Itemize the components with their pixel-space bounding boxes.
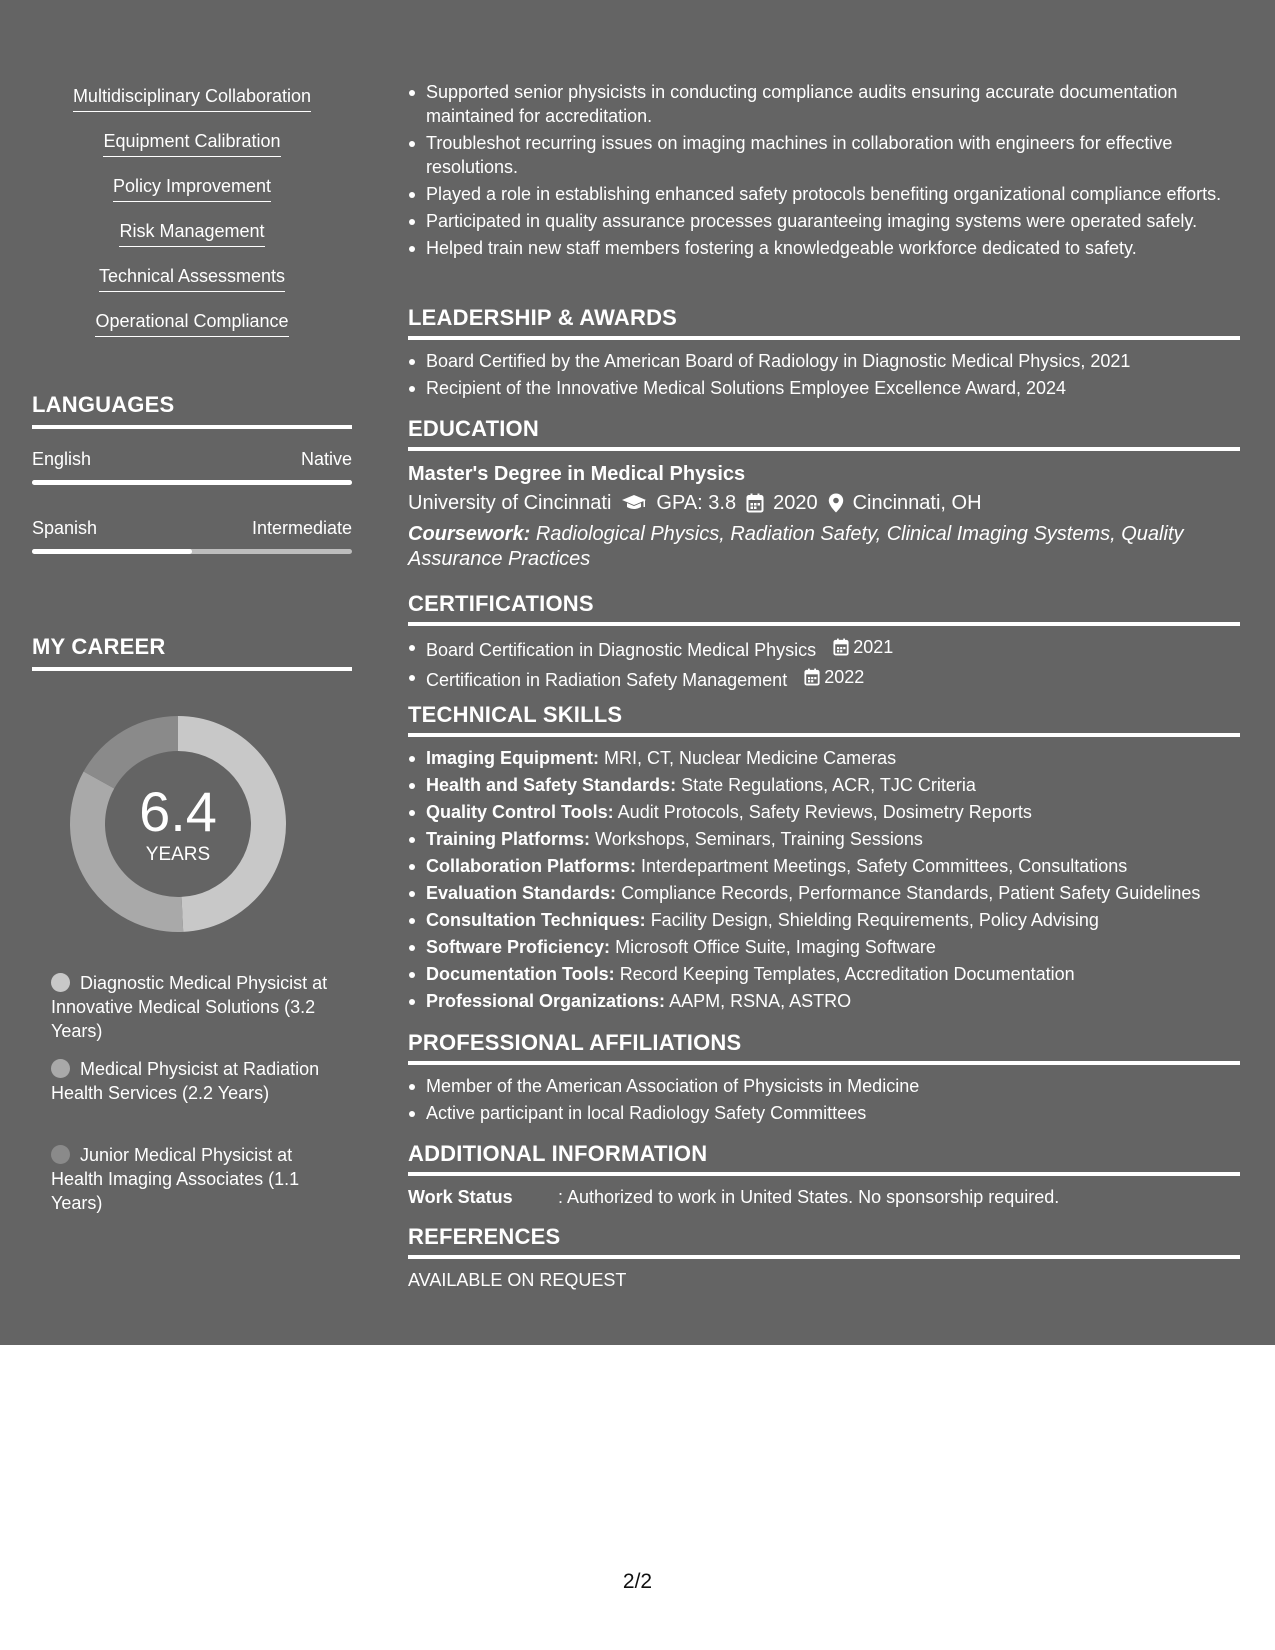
references-text: AVAILABLE ON REQUEST [408,1270,627,1290]
certification-name: Certification in Radiation Safety Management [426,670,788,690]
page-number: 2/2 [622,1570,653,1593]
education-details [408,488,1240,518]
language-name: English [32,449,92,469]
languages-heading: LANGUAGES [32,392,352,429]
school-name: University of Cincinnati [408,492,612,514]
language-proficiency-fill [32,549,192,554]
list-item: Documentation Tools: Record Keeping Templates, Accreditation Documentation [426,962,1240,986]
work-status-label: Work Status [408,1187,513,1207]
graduation-cap-icon [621,494,647,512]
list-item: Health and Safety Standards: State Regulations, ACR, TJC Criteria [426,773,1240,797]
language-level: Native [300,449,352,469]
legend-dot [51,973,70,992]
section-heading: EDUCATION [408,416,1240,451]
language-proficiency-fill [32,480,352,485]
graduation-year: 2020 [773,492,818,514]
leadership-section [408,305,1240,403]
gpa: GPA: 3.8 [656,492,737,514]
skill-tag: Risk Management [32,221,352,247]
language-name: Spanish [32,518,98,538]
affiliations-section [408,1030,1240,1128]
list-item: Collaboration Platforms: Interdepartment Meetings, Safety Committees, Consultations [426,854,1240,878]
certifications-section [408,591,1240,695]
career-legend-item: Junior Medical Physicist at Health Imaging Associates (1.1 Years) [51,1145,300,1213]
list-item: Imaging Equipment: MRI, CT, Nuclear Medicine Cameras [426,746,1240,770]
legend-dot [51,1145,70,1164]
section-heading: LEADERSHIP & AWARDS [408,305,1240,340]
list-item: Member of the American Association of Physicists in Medicine [426,1074,1240,1098]
skill-tag: Equipment Calibration [32,131,352,157]
list-item: Consultation Techniques: Facility Design, Shielding Requirements, Policy Advising [426,908,1240,932]
degree-title: Master's Degree in Medical Physics [408,463,746,485]
certification-year: 2021 [853,637,894,657]
career-total-unit: YEARS [145,844,211,865]
list-item: Troubleshot recurring issues on imaging machines in collaboration with engineers for effective resolutions. [426,131,1240,179]
skill-tag: Multidisciplinary Collaboration [32,86,352,112]
calendar-icon [833,638,849,656]
career-legend-item: Diagnostic Medical Physicist at Innovative Medical Solutions (3.2 Years) [51,973,328,1041]
language-row [32,518,352,539]
list-item: Supported senior physicists in conducting compliance audits ensuring accurate documentation maintained for accreditation. [426,80,1240,128]
language-level: Intermediate [251,518,352,538]
coursework-label: Coursework: [408,523,531,545]
list-item: Board Certified by the American Board of Radiology in Diagnostic Medical Physics, 2021 [426,349,1240,373]
location-pin-icon [828,493,844,513]
career-legend-item: Medical Physicist at Radiation Health Services (2.2 Years) [51,1059,320,1103]
list-item: Software Proficiency: Microsoft Office Suite, Imaging Software [426,935,1240,959]
list-item [426,665,1240,692]
calendar-icon [746,493,764,513]
skill-tag: Operational Compliance [32,311,352,337]
section-heading: CERTIFICATIONS [408,591,1240,626]
career-heading: MY CAREER [32,634,352,671]
section-heading: PROFESSIONAL AFFILIATIONS [408,1030,1240,1065]
certification-name: Board Certification in Diagnostic Medical Physics [426,640,817,660]
list-item: Recipient of the Innovative Medical Solutions Employee Excellence Award, 2024 [426,376,1240,400]
list-item [426,635,1240,662]
additional-info-section [408,1141,1240,1209]
language-row [32,449,352,470]
coursework [408,522,1240,572]
career-total-years: 6.4 [139,780,217,843]
list-item: Evaluation Standards: Compliance Records, Performance Standards, Patient Safety Guidelines [426,881,1240,905]
section-heading: REFERENCES [408,1224,1240,1259]
list-item: Helped train new staff members fostering a knowledgeable workforce dedicated to safety. [426,236,1240,260]
calendar-icon [804,668,820,686]
list-item: Played a role in establishing enhanced safety protocols benefiting organizational compliance efforts. [426,182,1240,206]
section-heading: TECHNICAL SKILLS [408,702,1240,737]
experience-bullets [408,80,1240,263]
section-heading: ADDITIONAL INFORMATION [408,1141,1240,1176]
list-item: Training Platforms: Workshops, Seminars, Training Sessions [426,827,1240,851]
list-item: Participated in quality assurance processes guaranteeing imaging systems were operated safely. [426,209,1240,233]
work-status-value: : Authorized to work in United States. No sponsorship required. [558,1187,1060,1207]
language-proficiency-bar [32,549,352,554]
certification-year: 2022 [824,667,865,687]
legend-dot [51,1059,70,1078]
list-item: Quality Control Tools: Audit Protocols, Safety Reviews, Dosimetry Reports [426,800,1240,824]
skill-tag: Policy Improvement [32,176,352,202]
career-donut-label [64,710,292,938]
list-item: Active participant in local Radiology Safety Committees [426,1101,1240,1125]
technical-skills-section [408,702,1240,1016]
education-location: Cincinnati, OH [852,492,982,514]
skill-tag: Technical Assessments [32,266,352,292]
list-item: Professional Organizations: AAPM, RSNA, ASTRO [426,989,1240,1013]
references-section [408,1224,1240,1292]
language-proficiency-bar [32,480,352,485]
work-status-row [408,1185,1240,1209]
coursework-text: Radiological Physics, Radiation Safety, Clinical Imaging Systems, Quality Assurance Practices [408,523,1184,570]
education-section [408,416,1240,572]
